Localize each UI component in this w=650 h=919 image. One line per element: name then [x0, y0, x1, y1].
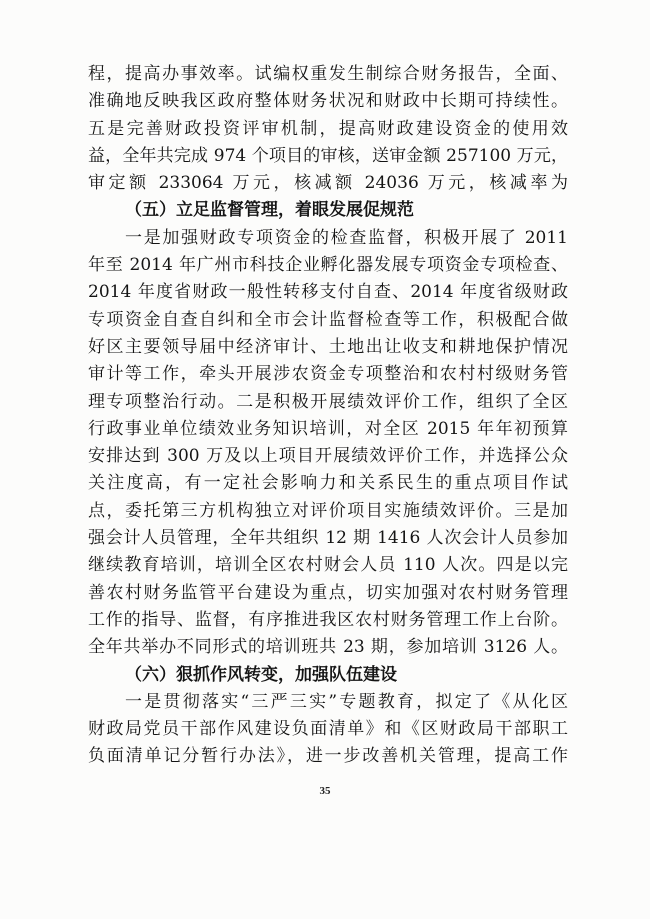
page-number: 35: [319, 785, 331, 797]
text-line: 程，提高办事效率。试编权重发生制综合财务报告，全面、: [88, 64, 568, 84]
text-line: 工作的指导、监督，有序推进我区农村财务管理工作上台阶。: [88, 609, 568, 630]
paragraph-investment-review: [88, 61, 568, 197]
text-line: 继续教育培训，培训全区农村财会人员 110 人次。四是以完: [88, 555, 568, 576]
text-line: 理专项整治行动。二是积极开展绩效评价工作，组织了全区: [88, 391, 568, 412]
text-line: 点，委托第三方机构独立对评价项目实施绩效评价。三是加: [88, 500, 568, 521]
text-line: 审计等工作，牵头开展涉农资金专项整治和农村村级财务管: [88, 364, 568, 385]
paragraph-work-style: [88, 689, 568, 771]
text-line: 审定额 233064 万元，核减额 24036 万元，核减率为: [88, 173, 568, 194]
text-line: 好区主要领导届中经济审计、土地出让收支和耕地保护情况: [88, 336, 568, 357]
text-line: 年至 2014 年广州市科技企业孵化器发展专项资金专项检查、: [88, 255, 568, 276]
text-line: 安排达到 300 万及以上项目开展绩效评价工作，并选择公众: [88, 446, 568, 467]
text-line: 财政局党员干部作风建设负面清单》和《区财政局干部职工: [88, 719, 568, 740]
section-heading-6: （六）狠抓作风转变，加强队伍建设: [125, 664, 397, 685]
text-line: 一是贯彻落实“三严三实”专题教育，拟定了《从化区: [125, 691, 568, 712]
section-heading-5: （五）立足监督管理，着眼发展促规范: [125, 200, 414, 221]
paragraph-supervision: [88, 225, 568, 662]
text-line: 行政事业单位绩效业务知识培训，对全区 2015 年年初预算: [88, 418, 568, 439]
text-line: 强会计人员管理，全年共组织 12 期 1416 人次会计人员参加: [88, 528, 568, 549]
text-line: 准确地反映我区政府整体财务状况和财政中长期可持续性。: [88, 91, 568, 112]
text-line: 五是完善财政投资评审机制，提高财政建设资金的使用效: [88, 118, 568, 139]
text-line: 善农村财务监管平台建设为重点，切实加强对农村财务管理: [88, 582, 568, 603]
text-line: 益，全年共完成 974 个项目的审核，送审金额 257100 万元，: [88, 145, 568, 166]
text-line: 一是加强财政专项资金的检查监督，积极开展了 2011: [125, 227, 568, 248]
text-line: 专项资金自查自纠和全市会计监督检查等工作，积极配合做: [88, 309, 568, 330]
page-body: [88, 61, 568, 771]
text-line: 负面清单记分暂行办法》，进一步改善机关管理，提高工作: [88, 746, 568, 767]
text-line: 2014 年度省财政一般性转移支付自查、2014 年度省级财政: [88, 282, 568, 303]
text-line: 全年共举办不同形式的培训班共 23 期，参加培训 3126 人。: [88, 637, 568, 658]
text-line: 关注度高，有一定社会影响力和关系民生的重点项目作试: [88, 473, 568, 494]
